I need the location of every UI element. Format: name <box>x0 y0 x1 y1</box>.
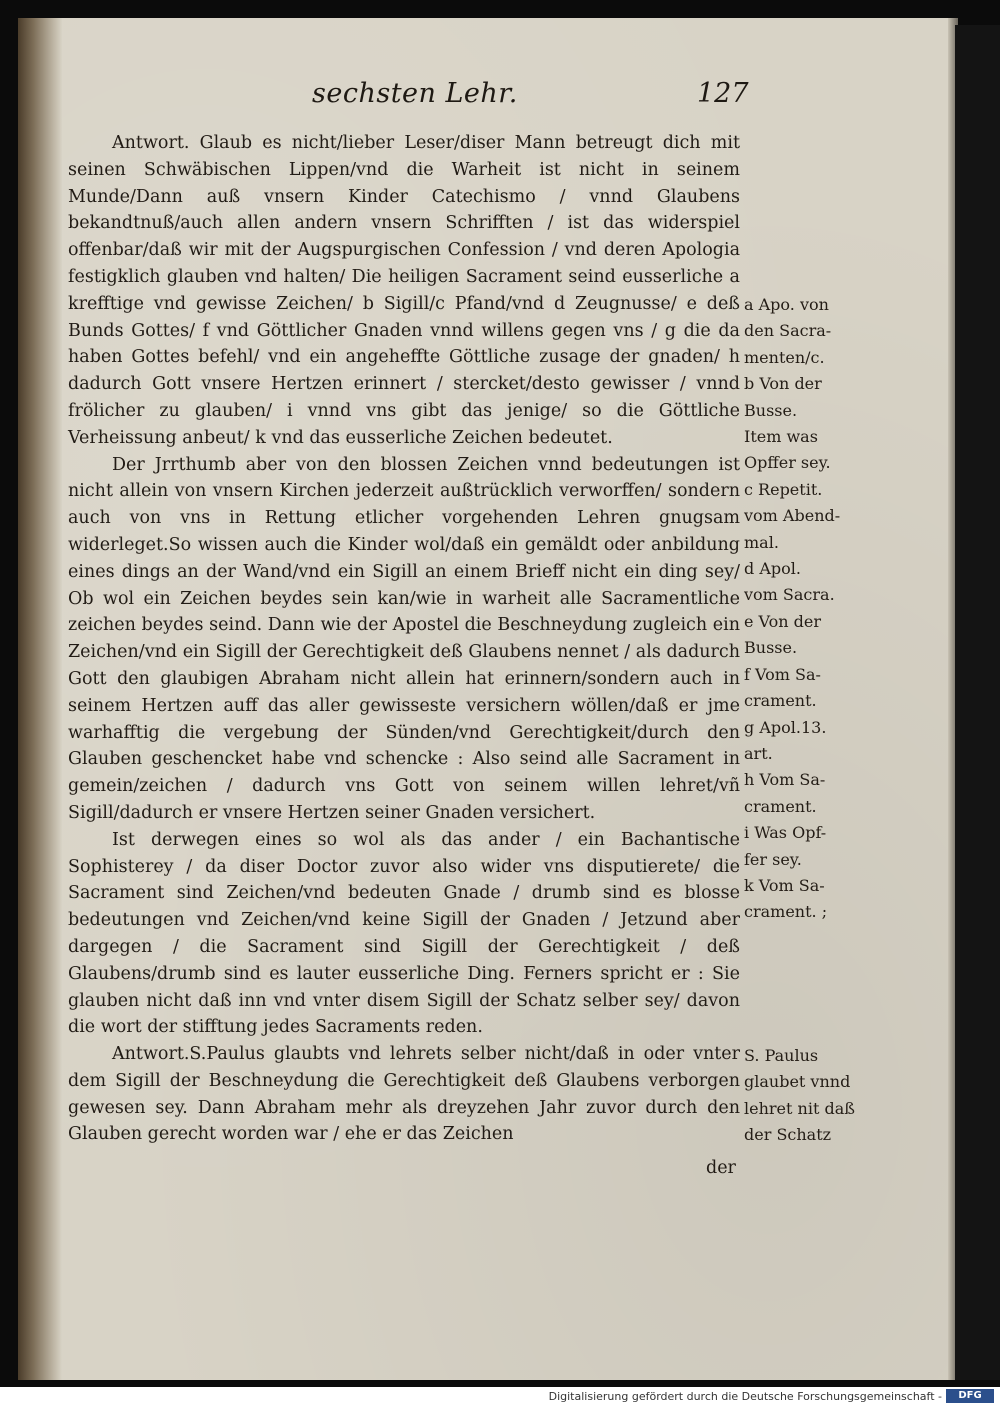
funding-credit: Digitalisierung gefördert durch die Deutsche Forschungsgemeinschaft - <box>548 1390 942 1403</box>
margin-note-line: a Apo. von <box>744 295 829 314</box>
page-gutter-shadow <box>18 18 62 1380</box>
margin-note-line: crament. <box>744 796 817 816</box>
margin-note-line: c Repetit. <box>744 479 823 499</box>
paragraph-1: Antwort. Glaub es nicht/lieber Leser/diser Mann betreugt dich mit seinen Schwäbischen Lippen/vnd die Warheit ist nicht in seinem Munde/Dann auß vnsern Kinder Catechismo / vnnd Glaubens bekandtnuß/auch allen andern vnsern Schrifften / ist das widerspiel offenbar/daß wir mit der Augspurgischen Confession / vnd deren Apologia festigklich glauben vnd halten/ Die heiligen Sacrament seind eusserliche a krefftige vnd gewisse Zeichen/ b Sigill/c Pfand/vnd d Zeugnusse/ e deß Bunds Gottes/ f vnd Göttlicher Gnaden vnnd willens gegen vns / g die da haben Gottes befehl/ vnd ein angeheffte Göttliche zusage der gnaden/ h dadurch Gott vnsere Hertzen erinnert / stercket/desto gewisser / vnnd frölicher zu glauben/ i vnnd vns gibt das jenige/ so die Göttliche Verheissung anbeut/ k vnd das eusserliche Zeichen bedeutet. <box>68 133 740 448</box>
margin-note-line: vom Abend- <box>744 506 841 526</box>
margin-note-line: i Was Opf- <box>744 823 827 843</box>
margin-note-line: Busse. <box>744 400 798 420</box>
paragraph-4: Antwort.S.Paulus glaubts vnd lehrets selber nicht/daß in oder vnter dem Sigill der Beschneydung die Gerechtigkeit deß Glaubens verborgen gewesen sey. Dann Abraham mehr als dreyzehen Jahr zuvor durch den Glauben gerecht worden war / ehe er das Zeichen <box>68 1044 740 1145</box>
margin-note-line: e Von der <box>744 611 822 631</box>
margin-note-line: fer sey. <box>744 849 802 869</box>
catchword: der <box>706 1158 736 1178</box>
margin-notes <box>744 292 866 926</box>
margin-note-line: menten/c. <box>744 347 825 367</box>
margin-note-line: k Vom Sa- <box>744 875 825 895</box>
margin-note-line: g Apol.13. <box>744 717 827 737</box>
margin-note-line: vom Sacra. <box>744 585 835 605</box>
margin-note-line: art. <box>744 743 773 763</box>
margin-note-line: crament. ; <box>744 902 828 922</box>
margin-note-line: d Apol. <box>744 559 801 579</box>
margin-note-line: crament. <box>744 691 817 711</box>
margin-note-line: den Sacra- <box>744 321 832 341</box>
margin-note-line: b Von der <box>744 374 822 394</box>
margin-note-line: Item was <box>744 427 818 447</box>
paragraph-2: Der Jrrthumb aber von den blossen Zeichen vnnd bedeutungen ist nicht allein von vnsern Kirchen jederzeit außtrücklich verworffen/ sondern auch von vns in Rettung etlicher vorgehenden Lehren gnugsam widerleget.So wissen auch die Kinder wol/daß ein gemäldt oder anbildung eines dings an der Wand/vnd ein Sigill an einem Brieff nicht ein ding sey/ Ob wol ein Zeichen beydes sein kan/wie in warheit alle Sacramentliche zeichen beydes seind. Dann wie der Apostel die Beschneydung zugleich ein Zeichen/vnd ein Sigill der Gerechtigkeit deß Glaubens nennet / als dadurch Gott den glaubigen Abraham nicht allein hat erinnern/sondern auch in seinem Hertzen auff das aller gewisseste versichern wöllen/daß er jme warhafftig die vergebung der Sünden/vnd Gerechtigkeit/durch den Glauben geschencket habe vnd schencke : Also seind alle Sacrament in gemein/zeichen / dadurch vns Gott von seinem willen lehret/vñ Sigill/dadurch er vnsere Hertzen seiner Gnaden versichert. <box>68 454 740 823</box>
main-text-block <box>68 130 740 1148</box>
margin-note-line: Opffer sey. <box>744 453 831 473</box>
page-number: 127 <box>697 78 749 109</box>
paragraph-3: Ist derwegen eines so wol als das ander / ein Bachantische Sophisterey / da diser Doctor zuvor also wider vns disputierete/ die Sacrament sind Zeichen/vnd bedeuten Gnade / drumb sind es blosse bedeutungen vnd Zeichen/vnd keine Sigill der Gnaden / Jetzund aber dargegen / die Sacrament sind Sigill der Gerechtigkeit / deß Glaubens/drumb sind es lauter eusserliche Ding. Ferners spricht er : Sie glauben nicht daß inn vnd vnter disem Sigill der Schatz selber sey/ davon die wort der stifftung jedes Sacraments reden. <box>68 829 740 1038</box>
margin-note-line: glaubet vnnd <box>744 1072 851 1092</box>
running-head: sechsten Lehr. <box>312 78 518 109</box>
margin-note-line: h Vom Sa- <box>744 770 826 790</box>
margin-note-line: der Schatz <box>744 1125 832 1145</box>
dfg-logo[interactable]: DFG <box>946 1389 994 1403</box>
margin-note-line: f Vom Sa- <box>744 664 821 684</box>
margin-note-line: mal. <box>744 532 779 552</box>
margin-notes-lower <box>744 1043 866 1149</box>
scan-border-right <box>955 25 1000 1380</box>
footer-bar <box>0 1387 1000 1407</box>
margin-note-line: S. Paulus <box>744 1046 819 1065</box>
margin-note-line: lehret nit daß <box>744 1098 855 1118</box>
margin-note-line: Busse. <box>744 638 798 658</box>
